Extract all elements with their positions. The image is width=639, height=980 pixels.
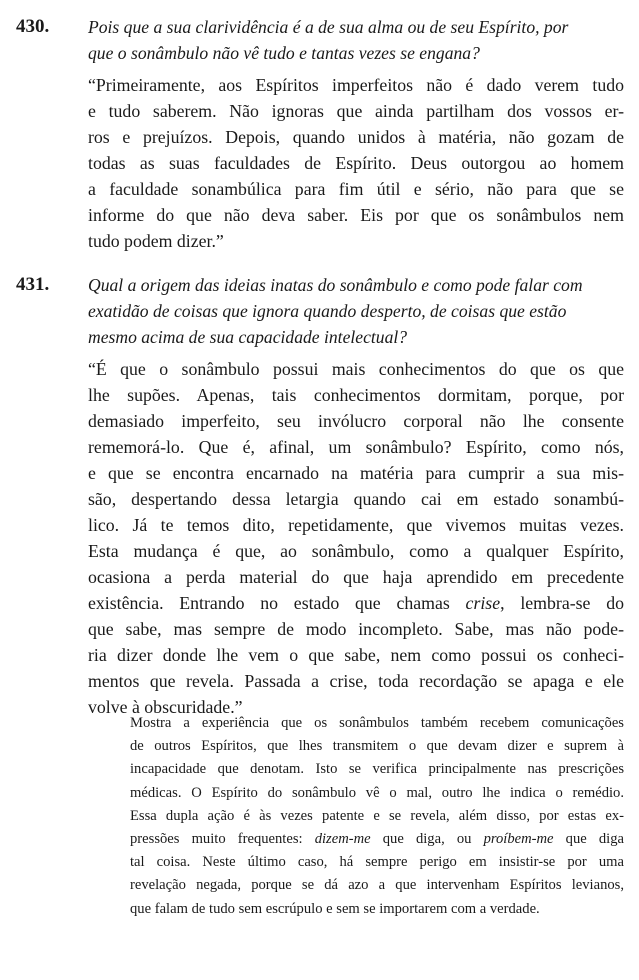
note-line: Essa dupla ação é às vezes patente e se revela, além disso, por estas ex-: [130, 807, 624, 824]
answer-431-crise-after: , lembra-se do: [500, 593, 624, 613]
answer-430-line: informe do que não deva saber. Eis por que os sonâmbulos nem: [88, 205, 624, 225]
question-number-431: 431.: [16, 274, 50, 295]
note-line6-part-a: pressões muito frequentes:: [130, 831, 315, 848]
answer-430-line: ros e prejuízos. Depois, quando unidos à matéria, não gozam de: [88, 127, 624, 147]
answer-431-line: rememorá-lo. Que é, afinal, um sonâmbulo? Espírito, como nós,: [88, 437, 624, 457]
answer-431-line: lico. Já te temos dito, repetidamente, que vivemos muitas vezes.: [88, 515, 624, 535]
note-line: Mostra a experiência que os sonâmbulos também recebem comunicações: [130, 715, 624, 731]
answer-431-crise-word: crise: [465, 593, 501, 613]
note-line: incapacidade que denotam. Isto se verifica principalmente nas prescrições: [130, 761, 624, 778]
answer-431-line: demasiado imperfeito, seu invólucro corporal não lhe consente: [88, 411, 624, 431]
answer-431-line: Esta mudança é que, ao sonâmbulo, como a qualquer Espírito,: [88, 541, 624, 561]
answer-431-line: ria dizer donde lhe vem o que sabe, nem como possui os conheci-: [88, 645, 624, 665]
answer-431-line: mentos que revela. Passada a crise, toda recordação se apaga e ele: [88, 671, 624, 691]
question-431-line-2: exatidão de coisas que ignora quando desperto, de coisas que estão: [88, 301, 567, 321]
note-line6-part-b: que diga, ou: [370, 831, 484, 848]
answer-430-line: e tudo saberem. Não ignoras que ainda partilham dos vossos er-: [88, 101, 624, 121]
question-430-line-1: Pois que a sua clarividência é a de sua alma ou de seu Espírito, por: [88, 17, 569, 37]
question-431-line-1: Qual a origem das ideias inatas do sonâmbulo e como pode falar com: [88, 275, 583, 295]
question-block-430: [88, 14, 624, 254]
note-emphasis-proibem-me: proíbem-me: [483, 831, 554, 848]
note-emphasis-dizem-me: dizem-me: [314, 831, 371, 848]
note-line: tal coisa. Neste último caso, há sempre perigo em insistir-se por uma: [130, 854, 624, 871]
question-number-430: 430.: [16, 16, 50, 37]
answer-text-430: [88, 72, 624, 254]
note-line: revelação negada, porque se dá azo a que intervenham Espíritos levianos,: [130, 877, 624, 894]
question-431-line-3: mesmo acima de sua capacidade intelectual?: [88, 327, 408, 347]
answer-431-crise-before: existência. Entrando no estado que chamas: [88, 593, 466, 613]
note-line-emphasis: [130, 828, 624, 851]
question-430-line-2: que o sonâmbulo não vê tudo e tantas vezes se engana?: [88, 43, 480, 63]
answer-431-line: “É que o sonâmbulo possui mais conhecimentos do que os que: [88, 359, 624, 379]
answer-431-line: ocasiona a perda material do que haja aprendido em precedente: [88, 567, 624, 587]
note-line: de outros Espíritos, que lhes transmitem o que devam dizer e suprem à: [130, 738, 624, 755]
answer-430-line: todas as suas faculdades de Espírito. Deus outorgou ao homem: [88, 153, 624, 173]
note-line: médicas. O Espírito do sonâmbulo vê o mal, outro lhe indica o remédio.: [130, 784, 624, 801]
answer-430-line: tudo podem dizer.”: [88, 231, 224, 251]
answer-text-431: [88, 356, 624, 720]
question-text-431: [88, 272, 624, 350]
note-line6-part-c: que diga: [553, 831, 624, 848]
question-block-431: [88, 272, 624, 720]
answer-430-line: “Primeiramente, aos Espíritos imperfeitos não é dado verem tudo: [88, 75, 624, 95]
commentary-note: [130, 712, 624, 921]
answer-431-line-crise: [88, 590, 624, 616]
note-line: que falam de tudo sem escrúpulo e sem se importarem com a verdade.: [130, 900, 540, 917]
answer-431-line: são, despertando dessa letargia quando cai em estado sonambú-: [88, 489, 624, 509]
answer-430-line: a faculdade sonambúlica para fim útil e sério, não para que se: [88, 179, 624, 199]
answer-431-line: lhe supões. Apenas, tais conhecimentos dormitam, porque, por: [88, 385, 624, 405]
answer-431-line: e que se encontra encarnado na matéria para cumprir a sua mis-: [88, 463, 624, 483]
question-text-430: [88, 14, 624, 66]
answer-431-line: volve à obscuridade.”: [88, 697, 243, 717]
answer-431-line: que sabe, mas sempre de modo incompleto. Sabe, mas não pode-: [88, 619, 624, 639]
